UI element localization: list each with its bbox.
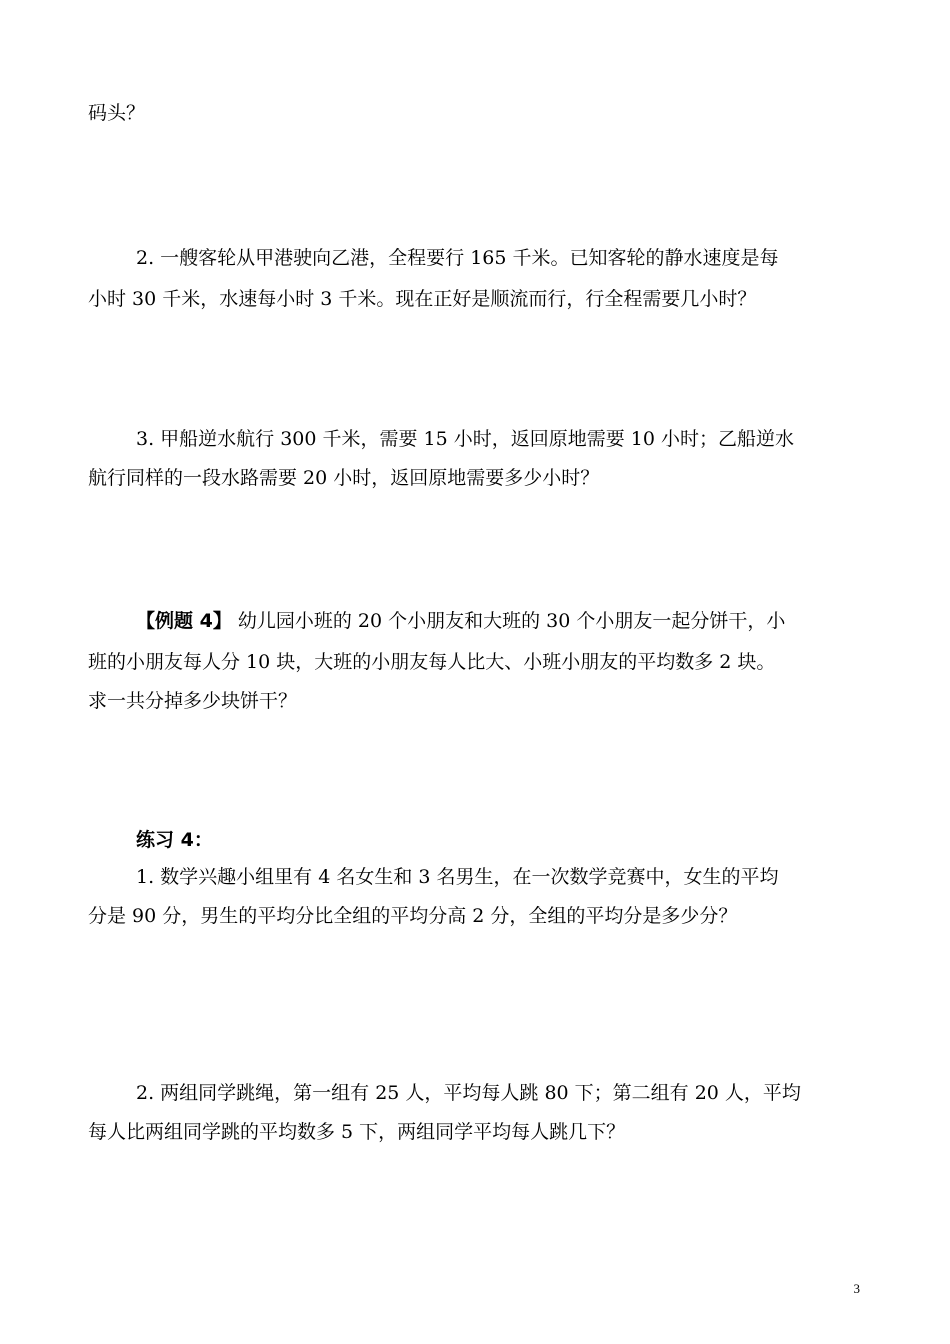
practice-2-line-2: 每人比两组同学跳的平均数多 5 下，两组同学平均每人跳几下？	[88, 1121, 626, 1143]
practice-2-line-1: 2. 两组同学跳绳，第一组有 25 人，平均每人跳 80 下；第二组有 20 人，平均	[136, 1082, 801, 1104]
question-2-line-1: 2. 一艘客轮从甲港驶向乙港，全程要行 165 千米。已知客轮的静水速度是每	[136, 247, 779, 269]
practice-1-line-1: 1. 数学兴趣小组里有 4 名女生和 3 名男生，在一次数学竞赛中，女生的平均	[136, 866, 779, 888]
continuation-text: 码头？	[88, 102, 146, 124]
question-3-line-2: 航行同样的一段水路需要 20 小时，返回原地需要多少小时？	[88, 467, 600, 489]
practice-4-heading: 练习 4：	[136, 829, 213, 851]
practice-1-line-2: 分是 90 分，男生的平均分比全组的平均分高 2 分，全组的平均分是多少分？	[88, 905, 738, 927]
example-4-line-2: 班的小朋友每人分 10 块，大班的小朋友每人比大、小班小朋友的平均数多 2 块。	[88, 651, 776, 673]
example-4-line-3: 求一共分掉多少块饼干？	[88, 690, 298, 712]
example-4-label: 【例题 4】	[136, 610, 232, 632]
example-4-text: 幼儿园小班的 20 个小朋友和大班的 30 个小朋友一起分饼干，小	[237, 610, 786, 632]
question-3-line-1: 3. 甲船逆水航行 300 千米，需要 15 小时，返回原地需要 10 小时；乙船逆水	[136, 428, 795, 450]
page-number: 3	[853, 1281, 860, 1296]
question-2-line-2: 小时 30 千米，水速每小时 3 千米。现在正好是顺流而行，行全程需要几小时？	[88, 288, 757, 310]
example-4-line-1	[136, 609, 863, 633]
